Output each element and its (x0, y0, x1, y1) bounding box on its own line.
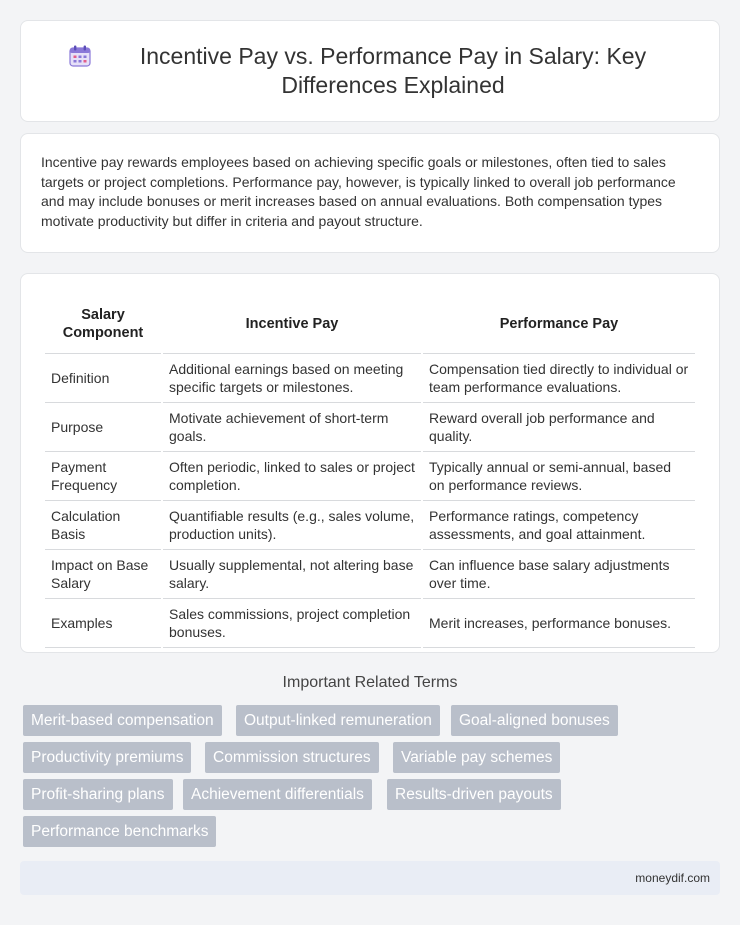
intro-card (20, 133, 720, 253)
tag-achievement-differentials[interactable]: Achievement differentials (183, 779, 372, 810)
footer-site[interactable]: moneydif.com (635, 871, 710, 885)
title-card (20, 20, 720, 122)
row-label: Calculation Basis (45, 501, 161, 550)
intro-paragraph: Incentive pay rewards employees based on achieving specific goals or milestones, often tied to sales targets or project completions. Performance pay, however, is typically linked to overall job performance and may include bonuses or merit increases based on annual evaluations. Both compensation types motivate productivity but differ in criteria and payout structure. (41, 154, 676, 229)
tag-merit-based-compensation[interactable]: Merit-based compensation (23, 705, 222, 736)
performance-cell: Merit increases, performance bonuses. (423, 599, 695, 648)
table-row (45, 501, 695, 550)
header-incentive-pay: Incentive Pay (163, 294, 421, 354)
tag-productivity-premiums[interactable]: Productivity premiums (23, 742, 191, 773)
table-row (45, 403, 695, 452)
title-wrap (21, 42, 719, 100)
calendar-icon (67, 43, 93, 69)
incentive-cell: Motivate achievement of short-term goals. (163, 403, 421, 452)
incentive-cell: Additional earnings based on meeting specific targets or milestones. (163, 354, 421, 403)
table-row (45, 452, 695, 501)
tag-profit-sharing-plans[interactable]: Profit-sharing plans (23, 779, 173, 810)
row-label: Definition (45, 354, 161, 403)
row-label: Payment Frequency (45, 452, 161, 501)
comparison-table-card (20, 273, 720, 653)
comparison-table (43, 294, 697, 648)
related-terms-heading: Important Related Terms (282, 674, 458, 691)
table-row (45, 354, 695, 403)
row-label: Examples (45, 599, 161, 648)
page-title: Incentive Pay vs. Performance Pay in Salary: Key Differences Explained (139, 43, 647, 98)
footer (20, 861, 720, 895)
tag-performance-benchmarks[interactable]: Performance benchmarks (23, 816, 216, 847)
row-label: Impact on Base Salary (45, 550, 161, 599)
performance-cell: Reward overall job performance and quality. (423, 403, 695, 452)
tag-goal-aligned-bonuses[interactable]: Goal-aligned bonuses (451, 705, 618, 736)
performance-cell: Compensation tied directly to individual or team performance evaluations. (423, 354, 695, 403)
incentive-cell: Often periodic, linked to sales or project completion. (163, 452, 421, 501)
tag-commission-structures[interactable]: Commission structures (205, 742, 379, 773)
performance-cell: Typically annual or semi-annual, based on performance reviews. (423, 452, 695, 501)
table-header-row (45, 294, 695, 354)
tag-results-driven-payouts[interactable]: Results-driven payouts (387, 779, 561, 810)
table-row (45, 550, 695, 599)
tag-output-linked-remuneration[interactable]: Output-linked remuneration (236, 705, 440, 736)
tag-variable-pay-schemes[interactable]: Variable pay schemes (393, 742, 560, 773)
row-label: Purpose (45, 403, 161, 452)
performance-cell: Can influence base salary adjustments over time. (423, 550, 695, 599)
incentive-cell: Usually supplemental, not altering base salary. (163, 550, 421, 599)
header-performance-pay: Performance Pay (423, 294, 695, 354)
table-row (45, 599, 695, 648)
performance-cell: Performance ratings, competency assessments, and goal attainment. (423, 501, 695, 550)
header-salary-component: Salary Component (45, 294, 161, 354)
incentive-cell: Quantifiable results (e.g., sales volume, production units). (163, 501, 421, 550)
incentive-cell: Sales commissions, project completion bonuses. (163, 599, 421, 648)
